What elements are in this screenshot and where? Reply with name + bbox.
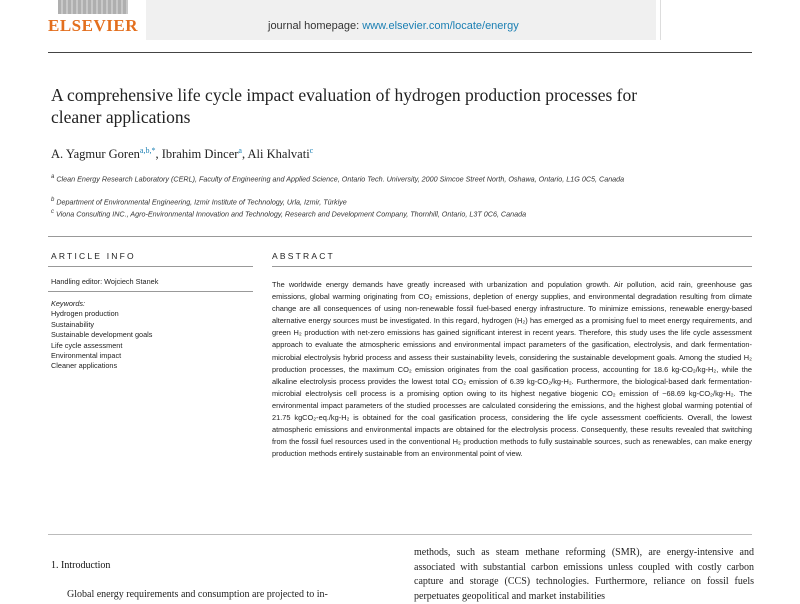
- affiliation-text: Department of Environmental Engineering, Izmir Institute of Technology, Urla, Izmir, Türkiye: [56, 197, 347, 207]
- abstract-text: The worldwide energy demands have greatly increased with urbanization and population growth. Air pollution, acid rain, greenhouse gas emissions, global warming originating from CO₂ emissions, depletion of energy supplies, and environmental degradation resulting from climate change are all consequences of using non-renewable fossil fuel-based energy infrastructure. To minimize emissions, renewable energy-based alternative energy sources must be investigated. In this regard, hydrogen (H₂) has emerged as a promising fuel to meet energy requirements, and green H₂ production with net-zero emissions has gained significant interest in recent years. Therefore, this study uses the life cycle assessment approach to evaluate the atmospheric emissions and environmental impact parameters of the gasification, electrolysis, and dark fermentation-microbial electrolysis hybrid process and assess their sustainability levels, considering the sustainable development goals. Among the studied H₂ production processes, the maximum CO₂ emission originates from the coal gasification process, accounting for 18.6 kg-CO₂/kg-H₂, while the alkaline electrolysis process provides the lowest total CO₂ emission of 6.39 kg-CO₂/kg-H₂. Furthermore, the biological-based dark fermentation-microbial electrolysis cell process is a promising option owing to its highest negative biogenic CO₂ emission of −68.69 kg-CO₂/kg-H₂. The environmental impact parameters of the studied processes are calculated considering the emissions, and the highest global warming potential of 21.75 kgCO₂-eq./kg-H₂ is obtained for the coal gasification process, considering the life cycle assessment coefficients. Overall, the lowest atmospheric emissions and environmental impacts are obtained for the electrolysis process. Consequently, these results revealed that switching from the fossil fuel resources used in the conventional H₂ production methods to fully sustainable sources, such as renewables, can make energy production methods entirely sustainable from an environmental point of view.: [272, 280, 752, 459]
- affiliation: [51, 172, 691, 184]
- affiliation-marker: a: [51, 174, 55, 180]
- handling-editor-rule: [48, 291, 253, 292]
- author-affiliation-marker[interactable]: a,b,*: [139, 146, 156, 155]
- author-name[interactable]: Ali Khalvati: [247, 147, 310, 162]
- article-title: A comprehensive life cycle impact evaluation of hydrogen production processes for cleaner applications: [51, 85, 638, 127]
- journal-homepage-label: journal homepage:: [268, 20, 363, 32]
- article-info-heading: ARTICLE INFO: [51, 251, 136, 261]
- keyword-item[interactable]: Cleaner applications: [51, 361, 118, 371]
- author-affiliation-marker[interactable]: c: [309, 146, 314, 155]
- keyword-item[interactable]: Sustainability: [51, 319, 94, 329]
- keywords-label: Keywords:: [51, 299, 86, 308]
- journal-homepage-line: [268, 20, 519, 32]
- introduction-left-column: Global energy requirements and consumption are projected to in-: [67, 589, 328, 600]
- abstract-rule: [272, 266, 752, 267]
- handling-editor: Handling editor: Wojciech Stanek: [51, 277, 159, 286]
- affiliation: [51, 207, 691, 219]
- header-divider: [48, 52, 752, 53]
- affiliation-divider: [48, 236, 752, 237]
- publisher-name: ELSEVIER: [48, 16, 138, 35]
- affiliation: [51, 195, 691, 207]
- keyword-item[interactable]: Life cycle assessment: [51, 340, 123, 350]
- keyword-item[interactable]: Hydrogen production: [51, 309, 119, 319]
- elsevier-tree-emblem: [58, 0, 128, 14]
- keyword-item[interactable]: Environmental impact: [51, 351, 122, 361]
- article-info-rule: [48, 266, 253, 267]
- author-list: A. Yagmur Goren$^{a,b,*}$, Ibrahim Dincer$^a$, Ali Khalvati$^c$: [51, 146, 314, 162]
- introduction-right-column: methods, such as steam methane reforming (SMR), are energy-intensive and associated with substantial carbon emissions unless coupled with costly carbon capture and storage (CCS) technologies. Furthermore, reliance on fossil fuels perpetuates geopolitical and market instabilities: [414, 547, 754, 602]
- author-affiliation-marker[interactable]: a: [238, 146, 242, 155]
- keywords-block: [51, 299, 251, 372]
- affiliation-marker: b: [51, 197, 55, 203]
- journal-cover-thumbnail: [660, 0, 735, 40]
- abstract-bottom-rule: [48, 534, 752, 535]
- author-name[interactable]: Ibrahim Dincer: [161, 147, 239, 162]
- introduction-heading: 1. Introduction: [51, 560, 111, 571]
- affiliation-text: Clean Energy Research Laboratory (CERL), Faculty of Engineering and Applied Science, Ontario Tech. University, 2000 Simcoe Street North, Oshawa, Ontario, L1G 0C5, Canada: [56, 174, 625, 184]
- affiliation-text: Viona Consulting INC., Agro-Environmental Innovation and Technology, Research and Development Company, Thornhill, Ontario, L3T 0C6, Canada: [56, 209, 527, 219]
- affiliation-marker: c: [51, 209, 54, 215]
- keyword-item[interactable]: Sustainable development goals: [51, 330, 153, 340]
- author-name[interactable]: A. Yagmur Goren: [51, 147, 140, 162]
- abstract-heading: ABSTRACT: [272, 251, 335, 261]
- journal-homepage-link[interactable]: www.elsevier.com/locate/energy: [362, 20, 519, 32]
